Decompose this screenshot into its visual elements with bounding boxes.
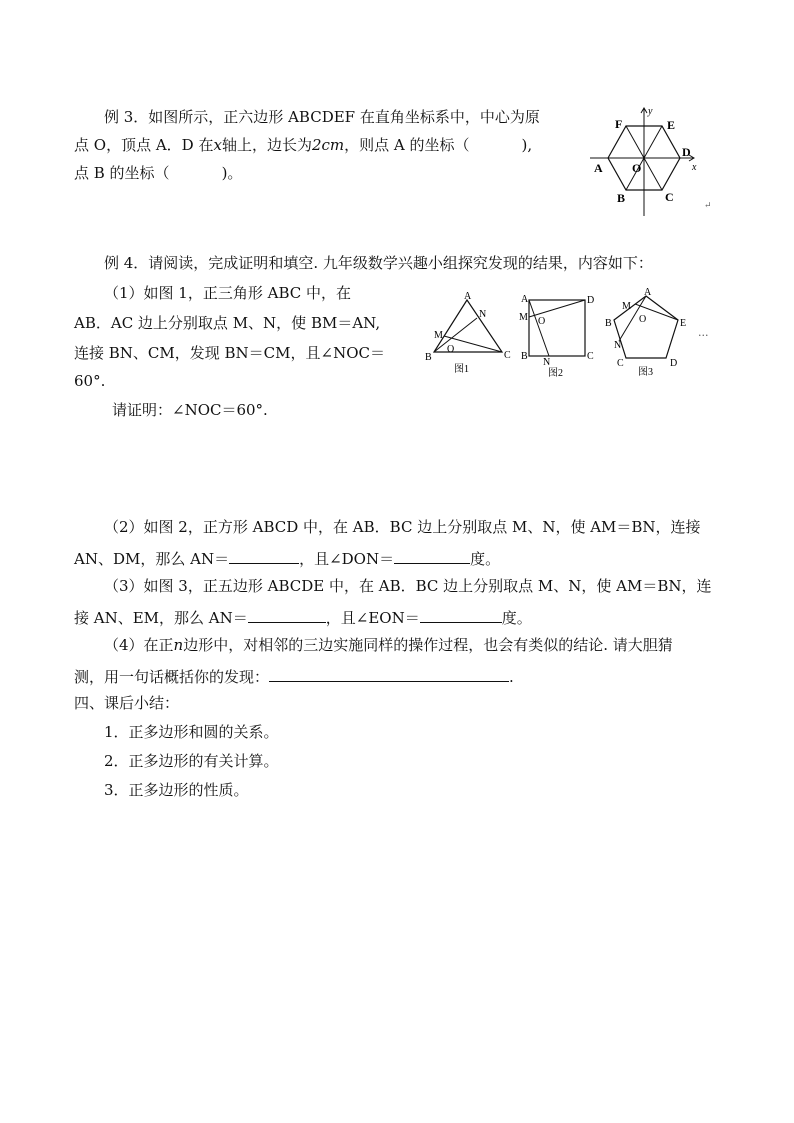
hex-axis-x: x xyxy=(692,162,697,173)
ex4-p3-line-2: 接 AN、EM，那么 AN＝ ，且∠EON＝ 度。 xyxy=(74,606,532,627)
fig2-caption: 图2 xyxy=(548,368,563,379)
figure-3-pentagon xyxy=(602,286,690,380)
hexagon-figure xyxy=(588,104,712,222)
ex4-intro: 例 4．请阅读，完成证明和填空. 九年级数学兴趣小组探究发现的结果，内容如下： xyxy=(104,254,653,272)
ex3-line-3: 点 B 的坐标（ )。 xyxy=(74,164,243,182)
fig1-label-B: B xyxy=(425,352,432,363)
fig1-label-N: N xyxy=(479,309,487,320)
ex4-p4-line-2: 测，用一句话概括你的发现： . xyxy=(74,665,514,686)
don-answer-blank[interactable] xyxy=(394,547,470,564)
fig2-label-C: C xyxy=(587,351,594,362)
ex4-p3-line-1: （3）如图 3，正五边形 ABCDE 中，在 AB．BC 边上分别取点 M、N，使 AM＝BN，连 xyxy=(104,577,712,595)
ex4-p1-line-4: 60°. xyxy=(74,372,106,390)
return-mark: ↵ xyxy=(704,200,712,210)
summary-item: 2．正多边形的有关计算。 xyxy=(104,752,279,770)
fig1-label-M: M xyxy=(434,330,443,341)
an-answer-blank[interactable] xyxy=(229,547,299,564)
fig3-label-O: O xyxy=(639,314,647,325)
fig3-label-A: A xyxy=(644,287,652,298)
fig3-label-N: N xyxy=(614,340,622,351)
fig1-caption: 图1 xyxy=(454,364,469,375)
hex-label-C: C xyxy=(665,190,674,204)
ex4-p2-line-2: AN、DM，那么 AN＝ ，且∠DON＝ 度。 xyxy=(74,547,500,568)
hex-axis-y: y xyxy=(648,106,653,117)
fig1-label-O: O xyxy=(447,344,455,355)
fig2-label-M: M xyxy=(519,312,528,323)
fig3-label-C: C xyxy=(617,358,624,369)
fig2-label-N: N xyxy=(543,357,551,368)
figure-1-triangle xyxy=(422,290,516,378)
figure-2-square xyxy=(514,290,606,382)
summary-item: 3．正多边形的性质。 xyxy=(104,781,249,799)
hex-label-O: O xyxy=(632,161,642,175)
ex3-line-2: 点 O，顶点 A．D 在x轴上，边长为2cm，则点 A 的坐标（ ), xyxy=(74,136,533,154)
hex-label-E: E xyxy=(667,118,676,132)
hex-label-D: D xyxy=(682,145,691,159)
summary-heading: 四、课后小结： xyxy=(74,694,180,712)
fig1-label-C: C xyxy=(504,350,511,361)
ex4-p2-line-1: （2）如图 2，正方形 ABCD 中，在 AB．BC 边上分别取点 M、N，使 AM＝BN，连接 xyxy=(104,518,701,536)
fig2-label-A: A xyxy=(521,294,529,305)
hex-label-A: A xyxy=(594,161,603,175)
ex4-p1-line-1: （1）如图 1，正三角形 ABC 中，在 xyxy=(104,284,352,302)
fig1-label-A: A xyxy=(464,291,472,302)
ex3-line-1: 例 3．如图所示，正六边形 ABCDEF 在直角坐标系中，中心为原 xyxy=(104,108,540,126)
fig3-label-B: B xyxy=(605,318,612,329)
fig3-caption: 图3 xyxy=(638,367,653,378)
eon-answer-blank[interactable] xyxy=(420,606,502,623)
conjecture-blank[interactable] xyxy=(269,665,509,682)
hex-label-F: F xyxy=(615,117,623,131)
figure-ellipsis: ... xyxy=(698,326,709,339)
ex4-p4-line-1: （4）在正n边形中，对相邻的三边实施同样的操作过程，也会有类似的结论. 请大胆猜 xyxy=(104,636,673,654)
hex-label-B: B xyxy=(617,191,626,205)
fig2-label-B: B xyxy=(521,351,528,362)
fig2-label-D: D xyxy=(587,295,595,306)
ex4-p1-line-3: 连接 BN、CM，发现 BN＝CM，且∠NOC＝ xyxy=(74,344,385,362)
fig2-label-O: O xyxy=(538,316,546,327)
ex4-prove: 请证明：∠NOC＝60°. xyxy=(112,401,268,419)
fig3-label-D: D xyxy=(670,358,678,369)
fig3-label-E: E xyxy=(680,318,687,329)
summary-item: 1．正多边形和圆的关系。 xyxy=(104,723,279,741)
ex4-p1-line-2: AB．AC 边上分别取点 M、N，使 BM＝AN, xyxy=(74,314,381,332)
fig3-label-M: M xyxy=(622,301,631,312)
an-answer-blank-2[interactable] xyxy=(248,606,326,623)
